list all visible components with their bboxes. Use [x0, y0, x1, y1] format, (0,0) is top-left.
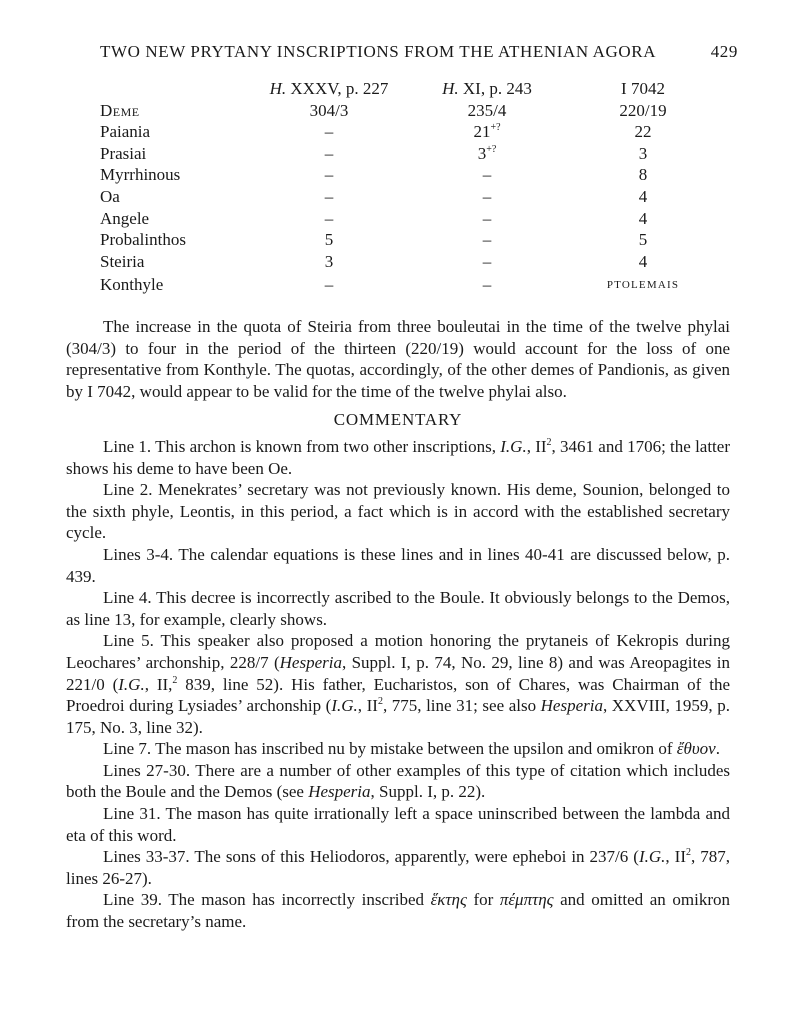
table-cell: –: [482, 274, 492, 294]
column-source: H. XI, p. 243: [442, 79, 532, 98]
column-year: 304/3: [309, 100, 349, 120]
deme-name: Oa: [100, 186, 120, 206]
column-year: 220/19: [619, 100, 667, 120]
commentary-heading: COMMENTARY: [333, 410, 463, 430]
table-cell: –: [324, 208, 334, 228]
deme-name: Probalinthos: [100, 230, 186, 250]
deme-name: Paiania: [100, 122, 151, 142]
running-head-title: TWO NEW PRYTANY INSCRIPTIONS FROM THE ATHENIAN AGORA: [100, 42, 657, 61]
table-cell: –: [482, 165, 492, 185]
table-cell: –: [482, 186, 492, 206]
deme-name: Konthyle: [100, 274, 164, 294]
deme-name: Prasiai: [100, 143, 147, 163]
table-cell: 4: [638, 251, 648, 271]
table-cell: –: [324, 274, 334, 294]
note-line-2: Line 2. Menekrates’ secretary was not previously known. His deme, Sounion, belonged to the sixth phyle, Leontis, in this period, a fact which is in accord with the established secretary cycle.: [66, 480, 730, 543]
intro-paragraph: The increase in the quota of Steiria from three bouleutai in the time of the twelve phylai (304/3) to four in the period of the thirteen (220/19) would account for the loss of one representative from Konthyle. The quotas, accordingly, of the other demes of Pandionis, as given by I 7042, would appear to be valid for the time of the twelve phylai also.: [66, 317, 730, 401]
note-lines-3-4: Lines 3-4. The calendar equations is these lines and in lines 40-41 are discussed below, p. 439.: [66, 544, 730, 586]
table-cell: 5: [324, 230, 334, 250]
table-cell: 3: [324, 251, 334, 271]
deme-name: Steiria: [100, 251, 145, 271]
note-line-7: Line 7. The mason has inscribed nu by mistake between the upsilon and omikron of ἔθυον.: [103, 739, 720, 759]
note-line-4: Line 4. This decree is incorrectly ascribed to the Boule. It obviously belongs to the Demos, as line 13, for example, clearly shows.: [66, 588, 730, 629]
table-row: [100, 272, 720, 297]
table-row: [100, 186, 720, 208]
table-cell: 3: [638, 143, 648, 163]
table-row: [100, 208, 720, 230]
page-number: 429: [710, 42, 738, 61]
deme-quota-table: [100, 78, 720, 297]
table-cell: –: [482, 208, 492, 228]
note-line-39: Line 39. The mason has incorrectly inscribed ἕκτης for πέμπτης and omitted an omikron from the secretary’s name.: [66, 890, 730, 932]
note-line-1: Line 1. This archon is known from two other inscriptions, I.G., $II^2$, 3461 and 1706; the latter shows his deme to have been Oe.: [66, 436, 730, 478]
note-lines-27-30: Lines 27-30. There are a number of other examples of this type of citation which includes both the Boule and the Demos (see Hesperia, Suppl. I, p. 22).: [66, 760, 730, 802]
table-row: [100, 251, 720, 273]
column-year: 235/4: [467, 100, 507, 120]
table-cell: –: [482, 251, 492, 271]
column-source: I 7042: [621, 79, 665, 98]
phyle-label: PTOLEMAIS: [606, 279, 680, 292]
table-header-row: [100, 100, 720, 122]
table-cell: 5: [638, 230, 648, 250]
note-line-5: Line 5. This speaker also proposed a motion honoring the prytaneis of Kekropis during Leochares’ archonship, 228/7 (Hesperia, Suppl. I, p. 74, No. 29, line 8) and was Areopagites in 221/0 (I.G., II,$^2$ 839, line 52). His father, Eucharistos, son of Chares, was Chairman of the Proedroi during Lysiades’ archonship (I.G., $II^2$, 775, line 31; see also Hesperia, XXVIII, 1959, p. 175, No. 3, line 32).: [66, 631, 730, 737]
table-cell: 8: [638, 165, 648, 185]
column-source: H. XXXV, p. 227: [269, 79, 389, 98]
note-lines-33-37: Lines 33-37. The sons of this Heliodoros, apparently, were epheboi in 237/6 (I.G., $II^2$, 787, lines 26-27).: [66, 847, 730, 888]
deme-name: Angele: [100, 208, 150, 228]
body-text: [66, 316, 730, 933]
table-cell: 4: [638, 208, 648, 228]
table-row: [100, 229, 720, 251]
note-line-31: Line 31. The mason has quite irrationally left a space uninscribed between the lambda and eta of this word.: [66, 804, 730, 845]
table-cell: –: [324, 186, 334, 206]
table-cell: –: [482, 230, 492, 250]
table-cell: –: [324, 143, 334, 163]
table-row: [100, 121, 720, 143]
table-cell: –: [324, 165, 334, 185]
table-cell: 22: [634, 122, 652, 142]
table-cell: –: [324, 122, 334, 142]
table-source-row: [100, 78, 720, 100]
table-cell: 21+?: [473, 122, 501, 142]
table-row: [100, 164, 720, 186]
table-cell: 4: [638, 186, 648, 206]
deme-column-label: Deme: [100, 100, 140, 120]
table-row: [100, 143, 720, 165]
table-cell: 3+?: [477, 143, 497, 163]
deme-name: Myrrhinous: [100, 165, 181, 185]
